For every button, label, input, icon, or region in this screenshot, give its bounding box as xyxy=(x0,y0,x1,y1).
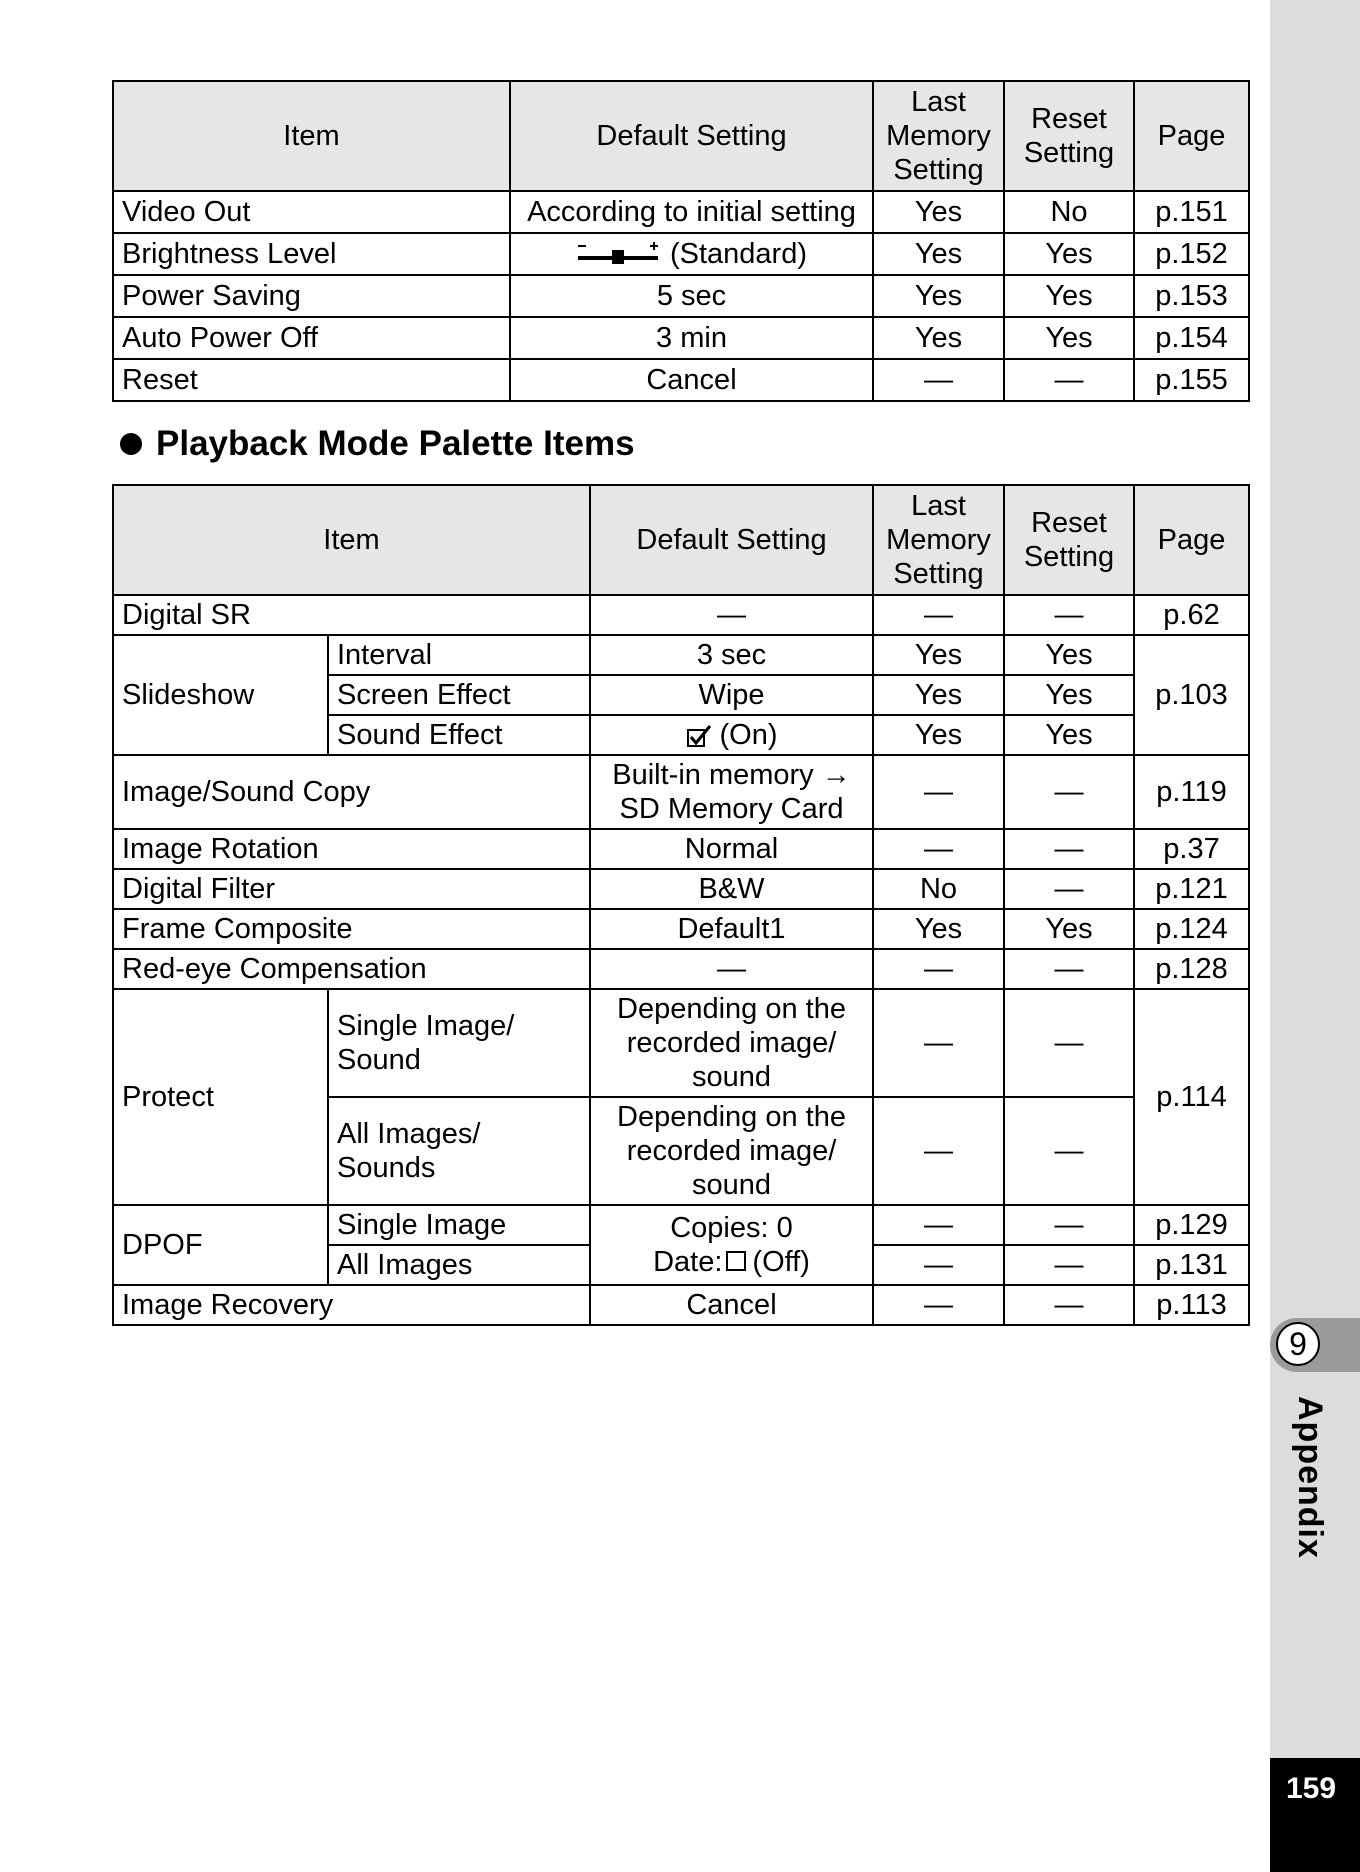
cell-last-memory: — xyxy=(873,1097,1004,1205)
header-last-memory-line1: Last xyxy=(911,490,966,522)
cell-subitem: All Images xyxy=(328,1245,590,1285)
table-row xyxy=(113,317,1249,359)
header-last-memory-line1: Last xyxy=(911,86,966,118)
cell-default xyxy=(590,715,873,755)
cell-reset: Yes xyxy=(1004,275,1134,317)
cell-page: p.131 xyxy=(1134,1245,1249,1285)
checkbox-empty-icon xyxy=(726,1251,746,1271)
cell-page: p.155 xyxy=(1134,359,1249,401)
table-row xyxy=(113,909,1249,949)
cell-item: Power Saving xyxy=(113,275,510,317)
cell-last-memory: Yes xyxy=(873,317,1004,359)
date-off-text: (Off) xyxy=(752,1246,810,1278)
cell-subitem: Sound Effect xyxy=(328,715,590,755)
cell-default: 3 min xyxy=(510,317,873,359)
table-row xyxy=(113,949,1249,989)
cell-subitem-line2: Sounds xyxy=(337,1152,436,1184)
cell-item: Red-eye Compensation xyxy=(113,949,590,989)
cell-item: Digital Filter xyxy=(113,869,590,909)
header-item: Item xyxy=(113,81,510,191)
cell-page: p.114 xyxy=(1134,989,1249,1205)
header-reset-line2: Setting xyxy=(1023,541,1115,573)
table-row xyxy=(113,595,1249,635)
table-row xyxy=(113,359,1249,401)
settings-table-top xyxy=(112,80,1250,402)
cell-last-memory: — xyxy=(873,359,1004,401)
cell-default: — xyxy=(590,595,873,635)
cell-last-memory: Yes xyxy=(873,275,1004,317)
table-row xyxy=(113,275,1249,317)
cell-subitem-line1: All Images/ xyxy=(337,1118,481,1150)
cell-page: p.128 xyxy=(1134,949,1249,989)
cell-reset: Yes xyxy=(1004,635,1134,675)
cell-last-memory: — xyxy=(873,1205,1004,1245)
cell-default-line1: Copies: 0 xyxy=(670,1212,793,1244)
cell-reset: — xyxy=(1004,1285,1134,1325)
cell-last-memory: — xyxy=(873,1245,1004,1285)
cell-item: Brightness Level xyxy=(113,233,510,275)
cell-reset: — xyxy=(1004,1097,1134,1205)
cell-item: Digital SR xyxy=(113,595,590,635)
cell-default-line1: Depending on the xyxy=(617,993,846,1025)
cell-default-line2: recorded image/ xyxy=(626,1027,837,1059)
cell-default-line3: sound xyxy=(691,1169,771,1201)
header-reset-setting xyxy=(1004,81,1134,191)
brightness-default-text: (Standard) xyxy=(669,238,807,270)
cell-default-line2 xyxy=(599,1245,864,1279)
cell-default: B&W xyxy=(590,869,873,909)
header-last-memory-line3: Setting xyxy=(893,154,984,186)
cell-page: p.154 xyxy=(1134,317,1249,359)
cell-subitem xyxy=(328,989,590,1097)
cell-reset: — xyxy=(1004,1205,1134,1245)
cell-item: Frame Composite xyxy=(113,909,590,949)
cell-item: Image Recovery xyxy=(113,1285,590,1325)
cell-subitem xyxy=(328,1097,590,1205)
table-row xyxy=(113,755,1249,829)
cell-default xyxy=(590,989,873,1097)
cell-reset: Yes xyxy=(1004,909,1134,949)
cell-page: p.124 xyxy=(1134,909,1249,949)
cell-last-memory: — xyxy=(873,829,1004,869)
header-item: Item xyxy=(113,485,590,595)
table-row xyxy=(113,989,1249,1097)
cell-reset: — xyxy=(1004,359,1134,401)
cell-default xyxy=(590,1097,873,1205)
header-default-setting: Default Setting xyxy=(590,485,873,595)
cell-last-memory: Yes xyxy=(873,635,1004,675)
cell-reset: Yes xyxy=(1004,317,1134,359)
header-page: Page xyxy=(1134,485,1249,595)
page-number: 159 xyxy=(1285,1772,1337,1805)
header-reset-line2: Setting xyxy=(1023,137,1115,169)
chapter-label: Appendix xyxy=(1291,1396,1329,1559)
header-reset-line1: Reset xyxy=(1031,103,1107,135)
cell-default: Default1 xyxy=(590,909,873,949)
cell-default: Cancel xyxy=(590,1285,873,1325)
cell-page: p.129 xyxy=(1134,1205,1249,1245)
cell-reset: Yes xyxy=(1004,233,1134,275)
cell-item: Reset xyxy=(113,359,510,401)
sidebar-strip xyxy=(1270,0,1360,1872)
cell-default xyxy=(590,755,873,829)
cell-reset: Yes xyxy=(1004,675,1134,715)
cell-subitem: Interval xyxy=(328,635,590,675)
cell-page: p.121 xyxy=(1134,869,1249,909)
cell-reset: — xyxy=(1004,829,1134,869)
cell-reset: — xyxy=(1004,1245,1134,1285)
playback-palette-table xyxy=(112,484,1250,1326)
table-row xyxy=(113,869,1249,909)
cell-page: p.103 xyxy=(1134,635,1249,755)
cell-last-memory: Yes xyxy=(873,675,1004,715)
cell-default: According to initial setting xyxy=(510,191,873,233)
header-last-memory xyxy=(873,485,1004,595)
header-reset-line1: Reset xyxy=(1031,507,1107,539)
cell-item: Protect xyxy=(113,989,328,1205)
cell-last-memory: Yes xyxy=(873,233,1004,275)
cell-item: Image Rotation xyxy=(113,829,590,869)
table-row xyxy=(113,829,1249,869)
cell-default-line3: sound xyxy=(691,1061,771,1093)
table-header-row xyxy=(113,485,1249,595)
chapter-number-badge: 9 xyxy=(1276,1322,1320,1366)
header-last-memory-line2: Memory xyxy=(886,524,991,556)
cell-page: p.152 xyxy=(1134,233,1249,275)
cell-default xyxy=(590,1205,873,1285)
cell-last-memory: Yes xyxy=(873,715,1004,755)
cell-item: Image/Sound Copy xyxy=(113,755,590,829)
section-title-text: Playback Mode Palette Items xyxy=(156,424,635,463)
cell-last-memory: Yes xyxy=(873,909,1004,949)
cell-last-memory: — xyxy=(873,755,1004,829)
cell-subitem: Screen Effect xyxy=(328,675,590,715)
cell-subitem: Single Image xyxy=(328,1205,590,1245)
cell-page: p.151 xyxy=(1134,191,1249,233)
cell-item: Slideshow xyxy=(113,635,328,755)
table-row xyxy=(113,233,1249,275)
cell-default: 5 sec xyxy=(510,275,873,317)
cell-page: p.62 xyxy=(1134,595,1249,635)
header-default-setting: Default Setting xyxy=(510,81,873,191)
header-last-memory-line2: Memory xyxy=(886,120,991,152)
cell-default: Normal xyxy=(590,829,873,869)
cell-item: DPOF xyxy=(113,1205,328,1285)
cell-last-memory: — xyxy=(873,595,1004,635)
bullet-icon xyxy=(120,433,142,455)
header-reset-setting xyxy=(1004,485,1134,595)
cell-reset: — xyxy=(1004,595,1134,635)
cell-last-memory: — xyxy=(873,1285,1004,1325)
cell-default: — xyxy=(590,949,873,989)
checkbox-checked-icon xyxy=(686,724,712,748)
cell-last-memory: — xyxy=(873,949,1004,989)
cell-last-memory: No xyxy=(873,869,1004,909)
table-row xyxy=(113,635,1249,675)
cell-page: p.153 xyxy=(1134,275,1249,317)
brightness-slider-icon xyxy=(576,240,660,270)
cell-default: 3 sec xyxy=(590,635,873,675)
cell-default-line2: SD Memory Card xyxy=(619,793,844,825)
date-label: Date: xyxy=(653,1246,723,1278)
cell-default xyxy=(510,233,873,275)
table-header-row xyxy=(113,81,1249,191)
cell-page: p.119 xyxy=(1134,755,1249,829)
header-last-memory xyxy=(873,81,1004,191)
cell-reset: — xyxy=(1004,755,1134,829)
cell-last-memory: Yes xyxy=(873,191,1004,233)
section-title xyxy=(120,424,635,464)
cell-default: Wipe xyxy=(590,675,873,715)
cell-reset: — xyxy=(1004,869,1134,909)
cell-default-line2: recorded image/ xyxy=(626,1135,837,1167)
cell-default: Cancel xyxy=(510,359,873,401)
table-row xyxy=(113,1205,1249,1245)
header-last-memory-line3: Setting xyxy=(893,558,984,590)
cell-reset: No xyxy=(1004,191,1134,233)
cell-item: Auto Power Off xyxy=(113,317,510,359)
cell-default-line1: Built-in memory → xyxy=(612,759,851,791)
cell-last-memory: — xyxy=(873,989,1004,1097)
table-row xyxy=(113,1285,1249,1325)
cell-page: p.113 xyxy=(1134,1285,1249,1325)
table-row xyxy=(113,191,1249,233)
cell-page: p.37 xyxy=(1134,829,1249,869)
cell-subitem-line1: Single Image/ xyxy=(337,1010,515,1042)
cell-reset: — xyxy=(1004,989,1134,1097)
cell-default-line1: Depending on the xyxy=(617,1101,846,1133)
cell-subitem-line2: Sound xyxy=(337,1044,421,1076)
sound-effect-default-text: (On) xyxy=(719,719,778,751)
cell-reset: — xyxy=(1004,949,1134,989)
cell-item: Video Out xyxy=(113,191,510,233)
cell-reset: Yes xyxy=(1004,715,1134,755)
header-page: Page xyxy=(1134,81,1249,191)
